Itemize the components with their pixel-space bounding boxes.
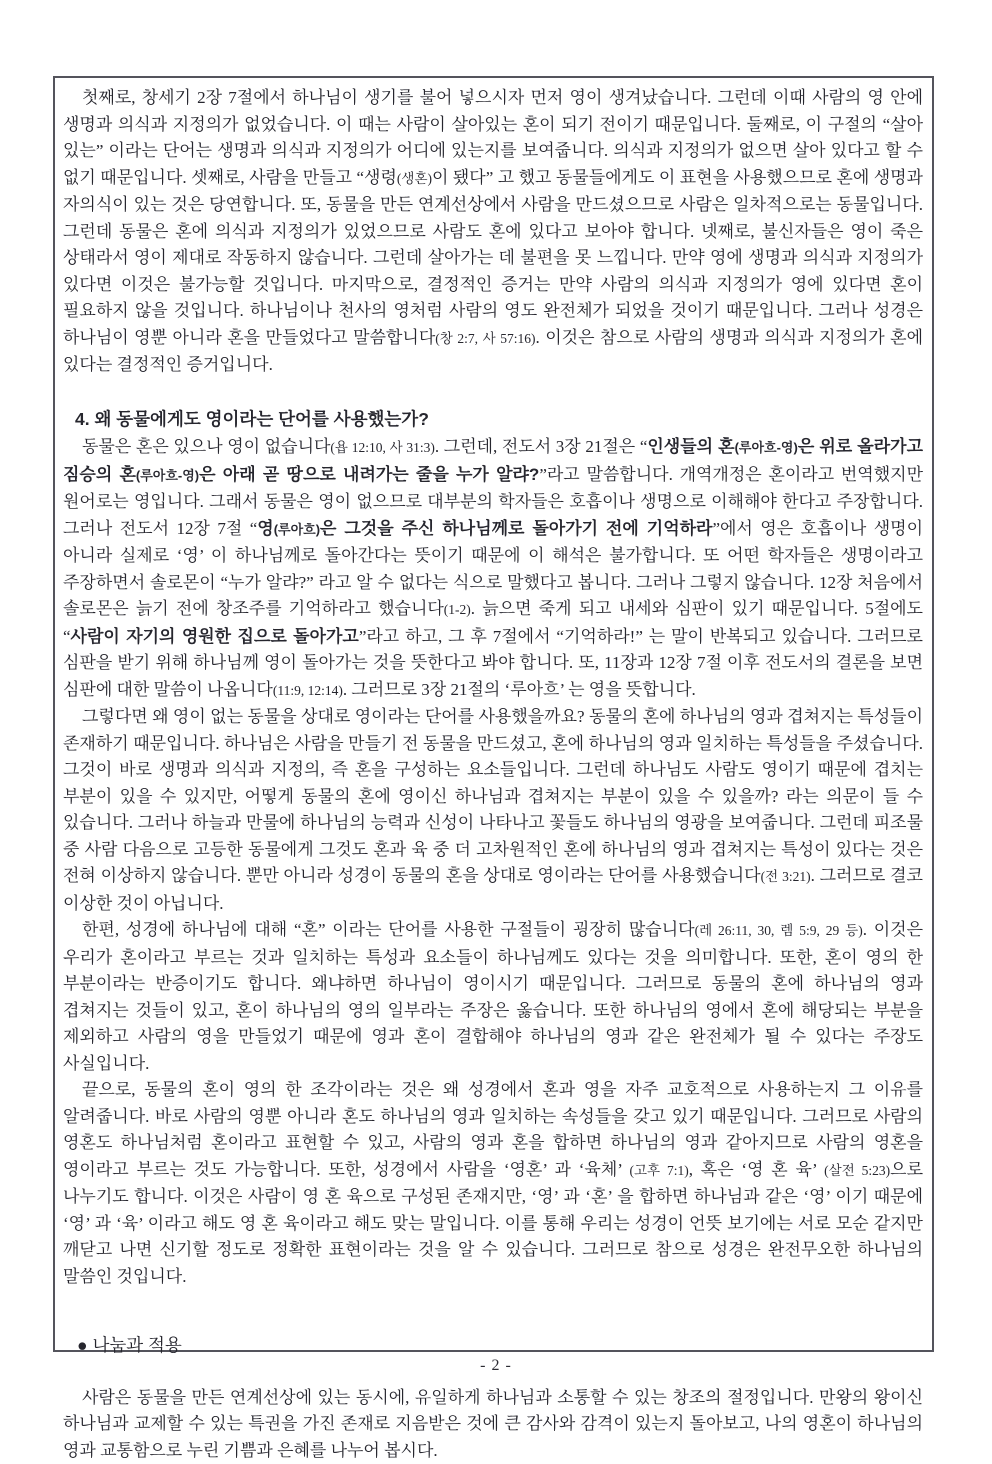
text-run: (11:9, 12:14)	[273, 683, 343, 698]
text-run: ”라고 하고, 그 후 7절에서 “기억하라!” 는 말이 반복되고 있습니다. 그러므로 심판을 받기 위해 하나님께 영이 돌아가는 것을 뜻한다고 봐야 합니다. 또, 11장과 12장 7절 이후 전도서의 결론을 보면 심판에 대한 말씀이 나옵니다	[63, 627, 927, 699]
text-run: , 혹은 ‘영 혼 육’	[689, 1160, 824, 1179]
text-run: (루아흐)	[274, 522, 320, 537]
paragraph-why-spirit-word	[63, 704, 923, 917]
text-run: . 그런데, 전도서 3장 21절은 “	[435, 437, 647, 456]
text-run: 은 그것을 주신 하나님께로 돌아가기 전에 기억하라	[320, 519, 712, 538]
bullet-heading-sharing	[63, 1332, 923, 1359]
paragraph-evidence-soul	[63, 85, 923, 379]
text-run: 이 됐다” 고 했고 동물들에게도 이 표현을 사용했으므로 혼에 생명과 자의식이 있는 것은 당연합니다. 또, 동물을 만든 연계선상에서 사람을 만드셨으므로 사람은 일차적으로는 동물입니다. 그런데 동물은 혼에 의식과 지정의가 있었으므로 사람도 혼에 있다고 보아야 합니다. 넷째로, 불신자들은 영이 죽은 상태라서 영이 제대로 작동하지 않습니다. 그런데 살아가는 데 불편을 못 느낍니다. 만약 영에 생명과 의식과 지정의가 있다면 이것은 불가능할 것입니다. 마지막으로, 결정적인 증거는 만약 사람의 의식과 지정의가 영에 있다면 혼이 필요하지 않을 것입니다. 하나님이나 천사의 영처럼 사람의 영도 완전체가 되었을 것이기 때문입니다. 그러나 성경은 하나님이 영뿐 아니라 혼을 만들었다고 말씀합니다	[63, 168, 927, 347]
section-heading	[63, 406, 923, 433]
paragraph-god-soul-word	[63, 917, 923, 1077]
text-run: (루아흐-영)	[735, 440, 798, 455]
content-frame	[53, 76, 934, 1352]
text-run: (1-2)	[444, 602, 471, 617]
text-run: (루아흐-영)	[136, 468, 199, 483]
text-run: . 그러므로 3장 21절의 ‘루아흐’ 는 영을 뜻합니다.	[343, 680, 696, 699]
paragraph-conclusion-spirit-soul	[63, 1077, 923, 1290]
text-run: 4. 왜 동물에게도 영이라는 단어를 사용했는가?	[75, 409, 429, 429]
text-run: 동물은 혼은 있으나 영이 없습니다	[82, 437, 330, 456]
text-run: 영	[257, 519, 273, 538]
bullet-icon: ●	[77, 1335, 88, 1355]
text-run: . 이것은 참으로 사람의 생명과 의식과 지정의가 혼에 있다는 결정적인 증거입니다.	[63, 328, 927, 375]
text-run: ”에서 영은 호흡이나 생명이 아니라 실제로 ‘영’ 이 하나님께로 돌아간다는 뜻이기 때문에 이 해석은 불가합니다. 또 어떤 학자들은 생명이라고 주장하면서 솔로몬이 “누가 알랴?” 라고 알 수 없다는 식으로 말했다고 봅니다. 그러나 그렇지 않습니다. 12장 처음에서 솔로몬은 늙기 전에 창조주를 기억하라고 했습니다	[63, 519, 927, 619]
page-number: - 2 -	[0, 1357, 992, 1375]
paragraph-application	[63, 1385, 923, 1464]
text-run: 첫째로, 창세기 2장 7절에서 하나님이 생기를 불어 넣으시자 먼저 영이 생겨났습니다. 그런데 이때 사람의 영 안에 생명과 의식과 지정의가 없었습니다. 이 때는 사람이 살아있는 혼이 되기 전이기 때문입니다. 둘째로, 이 구절의 “살아 있는” 이라는 단어는 생명과 의식과 지정의가 어디에 있는지를 보여줍니다. 의식과 지정의가 없으면 살아 있다고 할 수 없기 때문입니다. 셋째로, 사람을 만들고 “생령	[63, 88, 927, 187]
text-run: 은 아래 곧 땅으로 내려가는 줄을 누가 알랴?	[199, 465, 539, 484]
text-run: (생혼)	[397, 171, 432, 186]
text-run: . 그러므로 결코 이상한 것이 아닙니다.	[63, 866, 927, 913]
text-run: 은 위로 올라가고 짐승의 혼	[63, 437, 928, 484]
text-run: 으로 나누기도 합니다. 이것은 사람이 영 혼 육으로 구성된 존재지만, ‘영’ 과 ‘혼’ 을 합하면 하나님과 같은 ‘영’ 이기 때문에 ‘영’ 과 ‘육’ 이라고 해도 영 혼 육이라고 해도 맞는 말입니다. 이를 통해 우리는 성경이 언뜻 보기에는 서로 모순 같지만 깨닫고 나면 신기할 정도로 정확한 표현이라는 것을 알 수 있습니다. 그러므로 참으로 성경은 완전무오한 하나님의 말씀인 것입니다.	[63, 1160, 927, 1286]
text-run: 사람은 동물을 만든 연계선상에 있는 동시에, 유일하게 하나님과 소통할 수 있는 창조의 절정입니다. 만왕의 왕이신 하나님과 교제할 수 있는 특권을 가진 존재로 지음받은 것에 큰 감사와 감격이 있는지 돌아보고, 나의 영혼이 하나님의 영과 교통함으로 누린 기쁨과 은혜를 나누어 봅시다.	[63, 1388, 927, 1460]
text-run: (레 26:11, 30, 렘 5:9, 29 등)	[695, 923, 863, 938]
text-run: ”라고 말씀합니다. 개역개정은 혼이라고 번역했지만 원어로는 영입니다. 그래서 동물은 영이 없으므로 대부분의 학자들은 호흡이나 생명으로 이해해야 한다고 주장합니다. 그러나 전도서 12장 7절 “	[63, 465, 927, 538]
text-run: 그렇다면 왜 영이 없는 동물을 상대로 영이라는 단어를 사용했을까요? 동물의 혼에 하나님의 영과 겹쳐지는 특성들이 존재하기 때문입니다. 하나님은 사람을 만들기 전 동물을 만드셨고, 혼에 하나님의 영과 일치하는 특성들을 주셨습니다. 그것이 바로 생명과 의식과 지정의, 즉 혼을 구성하는 요소들입니다. 그런데 하나님도 사람도 영이기 때문에 겹치는 부분이 있을 수 있지만, 어떻게 동물의 혼에 영이신 하나님과 겹쳐지는 부분이 있을 수 있을까? 라는 의문이 들 수 있습니다. 그러나 하늘과 만물에 하나님의 능력과 신성이 나타나고 꽃들도 하나님의 영광을 보여줍니다. 그런데 피조물 중 사람 다음으로 고등한 동물에게 그것도 혼과 육 중 더 고차원적인 혼에 하나님의 영과 겹쳐지는 특성이 있다는 것은 전혀 이상하지 않습니다. 뿐만 아니라 성경이 동물의 혼을 상대로 영이라는 단어를 사용했습니다	[63, 707, 927, 885]
text-run: 끝으로, 동물의 혼이 영의 한 조각이라는 것은 왜 성경에서 혼과 영을 자주 교호적으로 사용하는지 그 이유를 알려줍니다. 바로 사람의 영뿐 아니라 혼도 하나님의 영과 일치하는 속성들을 갖고 있기 때문입니다. 그러므로 사람의 영혼도 하나님처럼 혼이라고 표현할 수 있고, 사람의 영과 혼을 합하면 하나님의 영과 같아지므로 사람의 영혼을 영이라고 부르는 것도 가능합니다. 또한, 성경에서 사람을 ‘영혼’ 과 ‘육체’	[63, 1080, 927, 1179]
text-run: (고후 7:1)	[629, 1163, 688, 1178]
text-run: 사람이 자기의 영원한 집으로 돌아가고	[71, 627, 359, 646]
text-run: 나눔과 적용	[88, 1335, 182, 1355]
paragraph-ruach-ecclesiastes	[63, 434, 923, 704]
text-run: (창 2:7, 사 57:16)	[435, 331, 535, 346]
text-run: . 늙으면 죽게 되고 내세와 심판이 있기 때문입니다. 5절에도 “	[63, 599, 927, 646]
text-run: 인생들의 혼	[647, 437, 734, 456]
text-run: 한편, 성경에 하나님에 대해 “혼” 이라는 단어를 사용한 구절들이 굉장히 많습니다	[82, 920, 695, 939]
text-run: . 이것은 우리가 혼이라고 부르는 것과 일치하는 특성과 요소들이 하나님께도 있다는 것을 의미합니다. 또한, 혼이 영의 한 부분이라는 반증이기도 합니다. 왜냐하면 하나님이 영이시기 때문입니다. 그러므로 동물의 혼에 하나님의 영과 겹쳐지는 것들이 있고, 혼이 하나님의 영의 일부라는 주장은 옳습니다. 또한 하나님의 영에서 혼에 해당되는 부분을 제외하고 사람의 영을 만들었기 때문에 영과 혼이 결합해야 하나님의 영과 같은 완전체가 될 수 있다는 주장도 사실입니다.	[63, 920, 927, 1073]
text-run: (살전 5:23)	[824, 1163, 890, 1178]
text-run: (전 3:21)	[761, 869, 811, 884]
text-run: (욥 12:10, 사 31:3)	[330, 440, 434, 455]
